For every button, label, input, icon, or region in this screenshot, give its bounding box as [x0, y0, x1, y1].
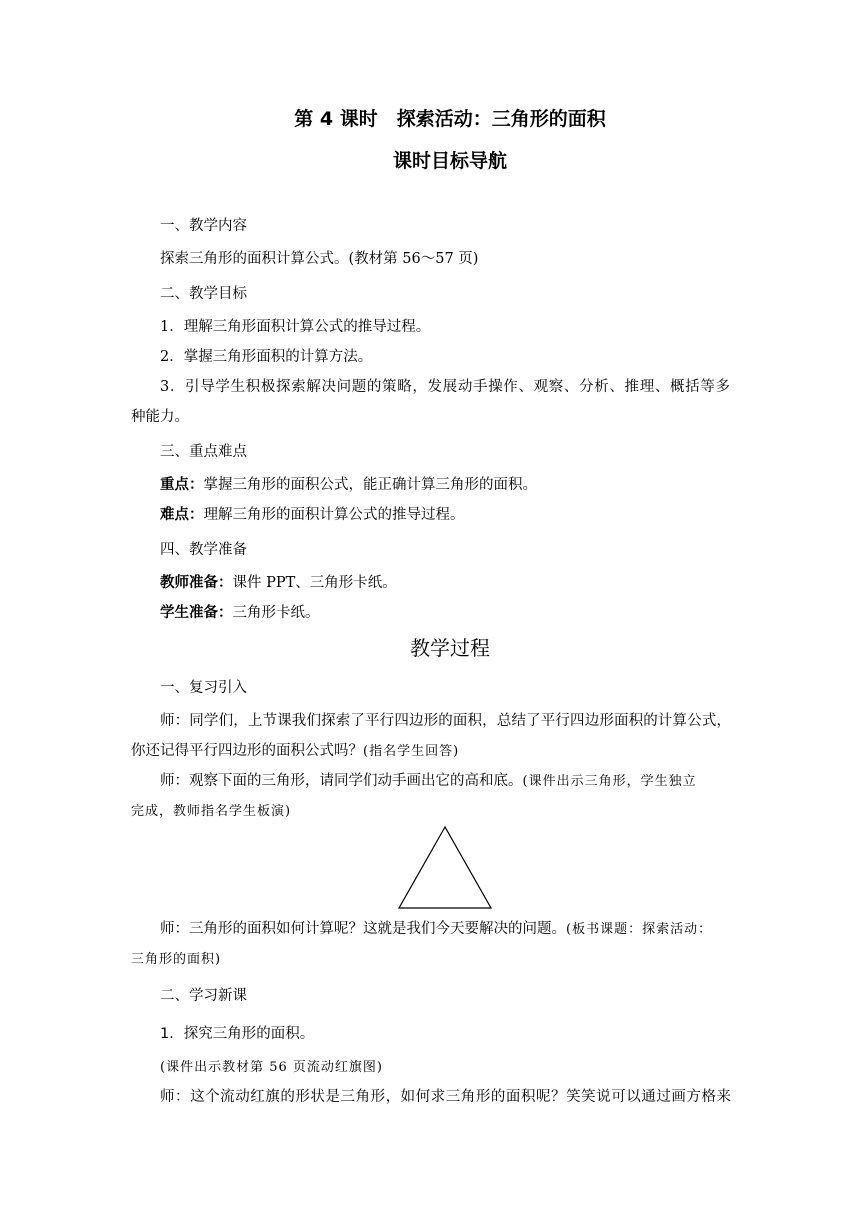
difficult-point: 难点：理解三角形的面积计算公式的推导过程。 — [160, 507, 465, 523]
explore-heading: 1．探究三角形的面积。 — [160, 1026, 315, 1042]
triangle-shape — [399, 827, 491, 908]
key-point: 重点：掌握三角形的面积公式，能正确计算三角形的面积。 — [160, 477, 537, 493]
goal-3-line2: 种能力。 — [131, 409, 189, 425]
lesson-title: 第 4 课时 探索活动：三角形的面积 — [294, 108, 606, 130]
triangle-figure — [396, 824, 494, 912]
teacher-prep: 教师准备：课件 PPT、三角形卡纸。 — [160, 575, 397, 591]
new-lesson-para-line1: 师：这个流动红旗的形状是三角形，如何求三角形的面积呢？笑笑说可以通过画方格来 — [160, 1089, 731, 1105]
review-para-1-line2: 你还记得平行四边形的面积公式吗？(指名学生回答) — [131, 743, 460, 759]
heading-goals: 二、教学目标 — [160, 286, 247, 302]
content-text: 探索三角形的面积计算公式。(教材第 56～57 页) — [160, 251, 479, 267]
review-para-3-line2: 三角形的面积) — [131, 952, 222, 967]
process-title: 教学过程 — [410, 636, 490, 660]
heading-new-lesson: 二、学习新课 — [160, 988, 247, 1004]
student-prep: 学生准备：三角形卡纸。 — [160, 605, 320, 621]
review-para-3-line1: 师：三角形的面积如何计算呢？这就是我们今天要解决的问题。(板书课题：探索活动： — [160, 921, 713, 937]
goal-3-line1: 3．引导学生积极探索解决问题的策略，发展动手操作、观察、分析、推理、概括等多 — [160, 379, 730, 395]
heading-content: 一、教学内容 — [160, 218, 247, 234]
courseware-note: (课件出示教材第 56 页流动红旗图) — [160, 1060, 383, 1075]
heading-preparation: 四、教学准备 — [160, 542, 247, 558]
review-para-1-line1: 师：同学们，上节课我们探索了平行四边形的面积，总结了平行四边形面积的计算公式， — [160, 713, 731, 729]
review-para-2-line2: 完成，教师指名学生板演) — [131, 804, 292, 819]
heading-review: 一、复习引入 — [160, 680, 247, 696]
lesson-subtitle: 课时目标导航 — [392, 150, 507, 172]
heading-key-points: 三、重点难点 — [160, 444, 247, 460]
goal-2: 2．掌握三角形面积的计算方法。 — [160, 349, 373, 365]
goal-1: 1．理解三角形面积计算公式的推导过程。 — [160, 319, 431, 335]
review-para-2-line1: 师：观察下面的三角形，请同学们动手画出它的高和底。(课件出示三角形，学生独立 — [160, 773, 697, 789]
